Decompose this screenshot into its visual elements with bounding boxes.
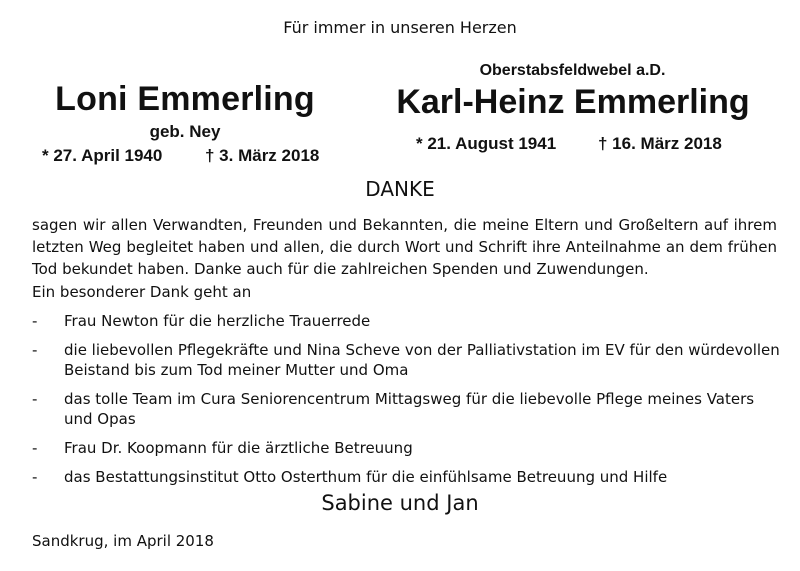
thanks-list [32, 311, 782, 496]
list-item-text: das tolle Team im Cura Seniorencentrum Mittagsweg für die liebevolle Pflege meines Vaters und Opas [64, 390, 755, 428]
list-item [32, 340, 782, 380]
signers: Sabine und Jan [321, 491, 479, 515]
list-item-text: das Bestattungsinstitut Otto Osterthum für die einfühlsame Betreuung und Hilfe [64, 468, 668, 486]
list-dash: - [32, 341, 38, 359]
birth-date-right: * 21. August 1941 [416, 134, 557, 153]
birth-name: geb. Ney [149, 122, 221, 141]
special-thanks-intro: Ein besonderer Dank geht an [32, 283, 252, 301]
list-item-text: Frau Newton für die herzliche Trauerrede [64, 312, 371, 330]
death-date-left: † 3. März 2018 [205, 146, 320, 165]
list-item [32, 467, 782, 487]
list-item [32, 311, 782, 331]
death-date-right: † 16. März 2018 [598, 134, 722, 153]
list-dash: - [32, 390, 38, 408]
list-item [32, 389, 782, 429]
list-dash: - [32, 312, 38, 330]
list-item [32, 438, 782, 458]
list-dash: - [32, 468, 38, 486]
place-and-date: Sandkrug, im April 2018 [32, 532, 214, 550]
deceased-name-right: Karl-Heinz Emmerling [396, 83, 750, 121]
deceased-name-left: Loni Emmerling [55, 80, 315, 118]
list-item-text: die liebevollen Pflegekräfte und Nina Scheve von der Palliativstation im EV für den würdevollen Beistand bis zum Tod meiner Mutter und Oma [64, 341, 780, 379]
motto: Für immer in unseren Herzen [283, 18, 517, 37]
thanks-paragraph: sagen wir allen Verwandten, Freunden und Bekannten, die meine Eltern und Großeltern auf ihrem letzten Weg begleitet haben und allen, die durch Wort und Schrift ihre Anteilnahme an dem frühen Tod bekundet haben. Danke auch für die zahlreichen Spenden und Zuwendungen. [32, 216, 777, 278]
thanks-heading: DANKE [365, 177, 435, 201]
military-rank: Oberstabsfeldwebel a.D. [479, 62, 666, 79]
list-item-text: Frau Dr. Koopmann für die ärztliche Betreuung [64, 439, 413, 457]
birth-date-left: * 27. April 1940 [42, 146, 163, 165]
list-dash: - [32, 439, 38, 457]
